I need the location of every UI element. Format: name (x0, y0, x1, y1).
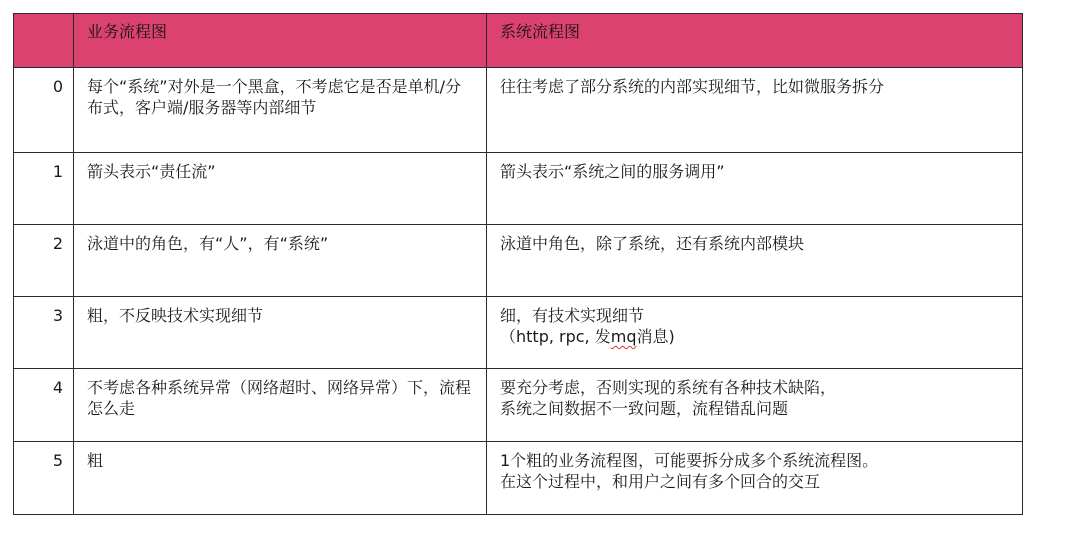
system-cell-line: 往往考虑了部分系统的内部实现细节，比如微服务拆分 (500, 77, 885, 96)
header-system-flow: 系统流程图 (487, 14, 1023, 68)
business-cell: 箭头表示“责任流” (74, 153, 487, 225)
table-row (14, 225, 1023, 297)
table-row (14, 68, 1023, 153)
spellcheck-underlined-word: mq (610, 327, 637, 346)
row-index: 1 (14, 153, 74, 225)
system-cell (487, 68, 1023, 153)
table-row (14, 369, 1023, 442)
system-cell (487, 297, 1023, 369)
comparison-table (13, 13, 1023, 515)
table-header-row (14, 14, 1023, 68)
header-index-cell (14, 14, 74, 68)
protocol-text-end: 消息) (636, 327, 675, 346)
business-cell: 不考虑各种系统异常（网络超时、网络异常）下，流程怎么走 (74, 369, 487, 442)
table-row (14, 153, 1023, 225)
system-cell (487, 153, 1023, 225)
row-index: 2 (14, 225, 74, 297)
system-cell (487, 369, 1023, 442)
table-row (14, 297, 1023, 369)
header-business-flow: 业务流程图 (74, 14, 487, 68)
system-cell (487, 442, 1023, 515)
business-cell: 粗 (74, 442, 487, 515)
row-index: 4 (14, 369, 74, 442)
system-cell-line: 细，有技术实现细节 (500, 306, 645, 325)
row-index: 3 (14, 297, 74, 369)
system-cell-line: 箭头表示“系统之间的服务调用” (500, 162, 725, 181)
row-index: 0 (14, 68, 74, 153)
business-cell: 粗，不反映技术实现细节 (74, 297, 487, 369)
system-cell-line: 系统之间数据不一致问题，流程错乱问题 (500, 399, 789, 418)
system-cell-line (500, 326, 1012, 347)
business-cell: 泳道中的角色，有“人”，有“系统” (74, 225, 487, 297)
system-cell (487, 225, 1023, 297)
protocol-text: （http, rpc, 发 (500, 327, 611, 346)
table-row (14, 442, 1023, 515)
system-cell-line: 1个粗的业务流程图，可能要拆分成多个系统流程图。 (500, 451, 879, 470)
system-cell-line: 泳道中角色，除了系统，还有系统内部模块 (500, 234, 805, 253)
business-cell: 每个“系统”对外是一个黑盒，不考虑它是否是单机/分布式，客户端/服务器等内部细节 (74, 68, 487, 153)
system-cell-line: 在这个过程中，和用户之间有多个回合的交互 (500, 472, 821, 491)
row-index: 5 (14, 442, 74, 515)
system-cell-line: 要充分考虑，否则实现的系统有各种技术缺陷， (500, 378, 837, 397)
